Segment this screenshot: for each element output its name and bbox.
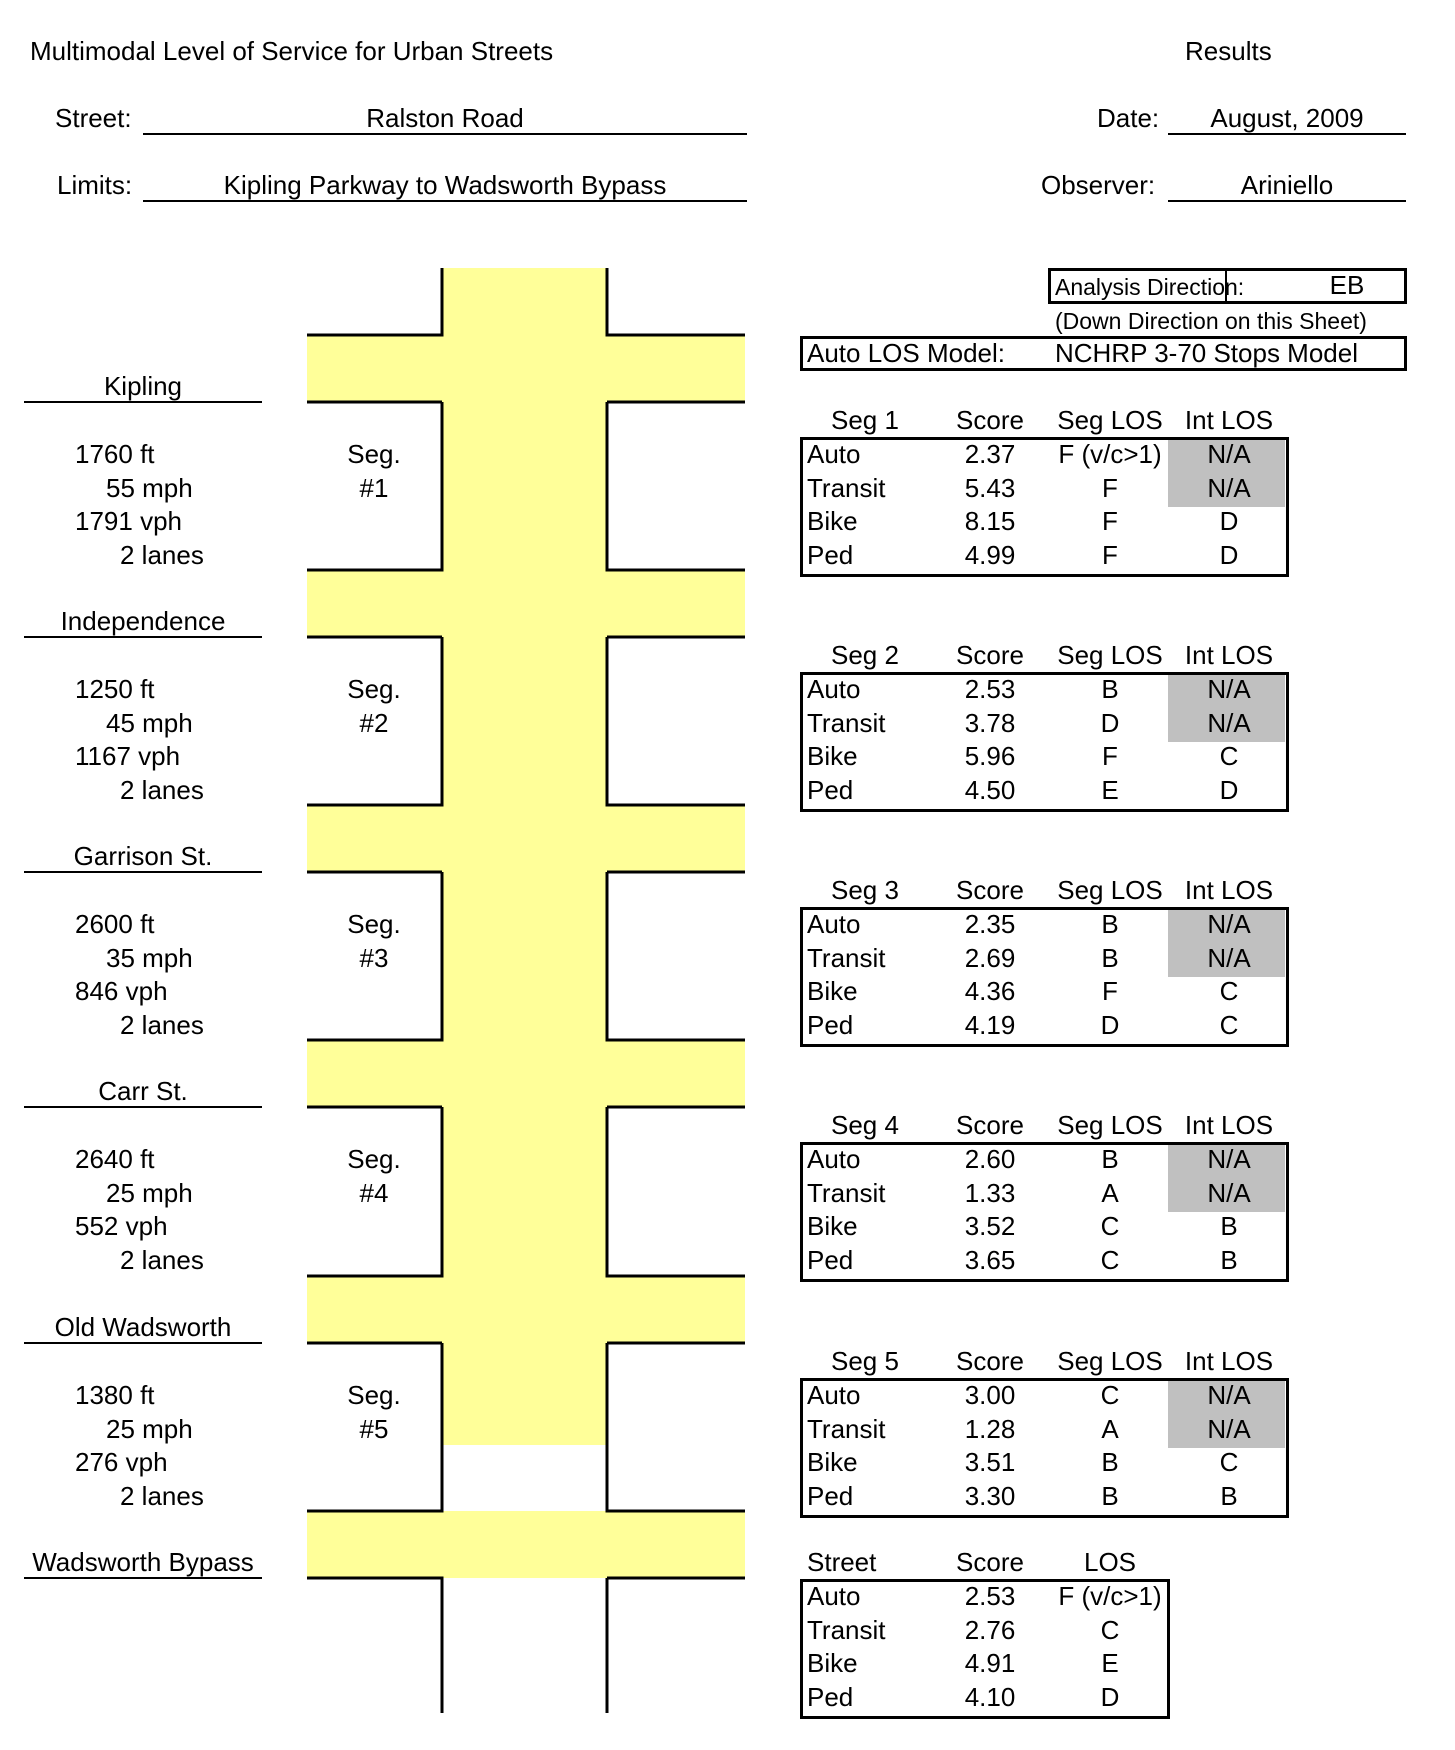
seg-table-mode: Ped (807, 1480, 854, 1511)
intersection-underline (24, 636, 262, 638)
seg-table-intlos: B (1220, 1480, 1238, 1511)
seg-table-intlos: D (1219, 774, 1239, 805)
street-summary-los: E (1101, 1648, 1119, 1678)
cross-street-3 (307, 1040, 745, 1107)
seg-table-mode: Transit (807, 707, 886, 738)
seg-table-seglos: B (1101, 1144, 1119, 1174)
seg-table-score: 3.30 (964, 1480, 1016, 1511)
seg-table-seglos-header: Seg LOS (1057, 875, 1163, 905)
intersection-underline (24, 1342, 262, 1344)
segment-speed: 55 mph (106, 473, 193, 503)
page-title: Multimodal Level of Service for Urban Streets (30, 36, 554, 66)
seg-table-score: 1.33 (964, 1177, 1016, 1208)
seg-table-intlos-header: Int LOS (1184, 640, 1274, 670)
intersection-label: Old Wadsworth (54, 1312, 232, 1342)
seg-table-intlos: C (1219, 1009, 1239, 1040)
intersection-label: Carr St. (98, 1076, 188, 1106)
seg-table-score: 5.96 (964, 741, 1016, 771)
seg-table-intlos: N/A (1207, 674, 1251, 704)
direction-note: (Down Direction on this Sheet) (1055, 308, 1367, 334)
seg-table-score: 1.28 (964, 1413, 1016, 1444)
intersection-underline (24, 1106, 262, 1108)
segment-volume: 1167 vph (75, 741, 181, 771)
cross-street-1 (307, 570, 745, 637)
seg-table-seglos: C (1100, 1380, 1120, 1410)
seg-table-seglos: B (1101, 1480, 1119, 1511)
seg-table-mode: Auto (807, 1380, 861, 1410)
seg-table-seglos: F (1102, 472, 1118, 503)
seg-table-score: 4.19 (964, 1009, 1016, 1040)
seg-table-mode: Auto (807, 909, 861, 939)
seg-table-title: Seg 2 (831, 640, 899, 670)
curb-right-upper-3 (607, 872, 745, 1040)
seg-table-intlos: N/A (1207, 909, 1251, 939)
seg-table-intlos: N/A (1207, 1144, 1251, 1174)
street-summary-los: C (1100, 1614, 1120, 1645)
seg-table-seglos: F (v/c>1) (1058, 439, 1162, 469)
auto-los-model-value: NCHRP 3-70 Stops Model (1055, 338, 1358, 368)
seg-table-intlos-header: Int LOS (1184, 875, 1274, 905)
seg-table-intlos: C (1219, 1447, 1239, 1477)
seg-table-title: Seg 3 (831, 875, 899, 905)
seg-table-title: Seg 5 (831, 1346, 899, 1376)
seg-table-mode: Transit (807, 472, 886, 503)
seg-table-intlos: C (1219, 741, 1239, 771)
seg-table-seglos: B (1101, 674, 1119, 704)
segment-volume: 1791 vph (75, 506, 182, 536)
street-summary-mode: Bike (807, 1648, 858, 1678)
segment-label: Seg. (347, 1144, 401, 1174)
seg-table-score: 8.15 (964, 506, 1016, 536)
cross-street-5 (307, 1511, 745, 1578)
seg-table-mode: Bike (807, 976, 858, 1006)
seg-table-intlos-header: Int LOS (1184, 1110, 1274, 1140)
segment-lanes: 2 lanes (120, 775, 204, 805)
intersection-label: Garrison St. (73, 841, 213, 871)
intersection-underline (24, 401, 262, 403)
seg-table-mode: Auto (807, 439, 861, 469)
segment-label: Seg. (347, 1380, 401, 1410)
seg-table-score-header: Score (956, 640, 1024, 670)
seg-table-mode: Bike (807, 1447, 858, 1477)
seg-table-seglos: E (1101, 774, 1119, 805)
seg-table-score: 2.53 (964, 674, 1016, 704)
segment-speed: 25 mph (106, 1414, 193, 1444)
seg-table-title: Seg 1 (831, 405, 899, 435)
seg-table-seglos: C (1100, 1211, 1120, 1241)
seg-table-seglos: F (1102, 976, 1118, 1006)
seg-table-mode: Bike (807, 1211, 858, 1241)
seg-table-score: 3.78 (964, 707, 1016, 738)
segment-speed: 45 mph (106, 708, 193, 738)
seg-table-intlos: B (1220, 1244, 1238, 1275)
seg-table-intlos: N/A (1207, 1177, 1251, 1208)
seg-table-seglos: B (1101, 1447, 1119, 1477)
cross-street-2 (307, 805, 745, 872)
street-summary-score: 2.76 (964, 1614, 1016, 1645)
limits-value: Kipling Parkway to Wadsworth Bypass (143, 170, 747, 202)
segment-length: 1380 ft (75, 1380, 155, 1410)
seg-table-seglos-header: Seg LOS (1057, 640, 1163, 670)
seg-table-seglos: B (1101, 942, 1119, 973)
street-value: Ralston Road (143, 103, 747, 135)
segment-speed: 25 mph (106, 1178, 193, 1208)
seg-table-seglos-header: Seg LOS (1057, 1346, 1163, 1376)
segment-lanes: 2 lanes (120, 1010, 204, 1040)
street-summary-los-header: LOS (1083, 1547, 1137, 1577)
intersection-label: Independence (60, 606, 226, 636)
seg-table-score-header: Score (956, 1110, 1024, 1140)
curb-left-upper-0 (307, 268, 442, 335)
street-summary-score: 4.10 (964, 1681, 1016, 1712)
seg-table-intlos-header: Int LOS (1184, 1346, 1274, 1376)
segment-number: #4 (359, 1178, 389, 1208)
seg-table-score: 4.36 (964, 976, 1016, 1006)
segment-label: Seg. (347, 674, 401, 704)
curb-right-upper-0 (607, 268, 745, 335)
seg-table-score-header: Score (956, 405, 1024, 435)
seg-table-title: Seg 4 (831, 1110, 899, 1140)
segment-volume: 846 vph (75, 976, 168, 1006)
auto-los-model-label: Auto LOS Model: (807, 338, 1005, 368)
seg-table-seglos: D (1100, 1009, 1120, 1040)
segment-lanes: 2 lanes (120, 540, 204, 570)
seg-table-mode: Bike (807, 741, 858, 771)
seg-table-mode: Ped (807, 1009, 854, 1040)
seg-table-seglos: A (1101, 1177, 1119, 1208)
seg-table-seglos: F (1102, 506, 1118, 536)
segment-volume: 552 vph (75, 1211, 168, 1241)
observer-value: Ariniello (1168, 170, 1406, 202)
segment-number: #2 (359, 708, 389, 738)
seg-table-seglos: A (1101, 1413, 1119, 1444)
seg-table-mode: Auto (807, 674, 861, 704)
intersection-label: Kipling (103, 371, 183, 401)
curb-right-upper-5 (607, 1343, 745, 1511)
seg-table-seglos: F (1102, 539, 1118, 570)
seg-table-mode: Transit (807, 1413, 886, 1444)
seg-table-intlos: N/A (1207, 1380, 1251, 1410)
seg-table-score: 3.51 (964, 1447, 1016, 1477)
seg-table-score-header: Score (956, 875, 1024, 905)
segment-volume: 276 vph (75, 1447, 168, 1477)
seg-table-intlos: D (1219, 539, 1239, 570)
seg-table-mode: Transit (807, 1177, 886, 1208)
cross-street-0 (307, 335, 745, 402)
seg-table-intlos: N/A (1207, 439, 1251, 469)
curb-right-upper-4 (607, 1107, 745, 1276)
street-label: Street: (55, 103, 132, 133)
street-summary-mode: Transit (807, 1614, 886, 1645)
seg-table-score: 2.35 (964, 909, 1016, 939)
street-summary-title: Street (807, 1547, 877, 1577)
curb-left-lower-5 (307, 1578, 442, 1713)
segment-label: Seg. (347, 909, 401, 939)
street-summary-score-header: Score (956, 1547, 1024, 1577)
cross-street-4 (307, 1276, 745, 1343)
intersection-label: Wadsworth Bypass (32, 1547, 254, 1577)
seg-table-seglos: C (1100, 1244, 1120, 1275)
segment-length: 1250 ft (75, 674, 155, 704)
street-summary-los: D (1100, 1681, 1120, 1712)
segment-length: 2640 ft (75, 1144, 155, 1174)
street-summary-los: F (v/c>1) (1058, 1581, 1162, 1611)
curb-right-upper-2 (607, 637, 745, 805)
seg-table-score: 3.52 (964, 1211, 1016, 1241)
seg-table-mode: Ped (807, 539, 854, 570)
seg-table-intlos: N/A (1207, 472, 1251, 503)
street-summary-score: 2.53 (964, 1581, 1016, 1611)
intersection-underline (24, 1577, 262, 1579)
segment-number: #5 (359, 1414, 389, 1444)
seg-table-intlos: B (1220, 1211, 1238, 1241)
seg-table-intlos: C (1219, 976, 1239, 1006)
seg-table-score: 3.65 (964, 1244, 1016, 1275)
seg-table-score: 3.00 (964, 1380, 1016, 1410)
seg-table-seglos: F (1102, 741, 1118, 771)
analysis-direction-label: Analysis Direction: (1055, 274, 1245, 300)
seg-table-score: 4.99 (964, 539, 1016, 570)
seg-table-mode: Ped (807, 1244, 854, 1275)
seg-table-seglos: D (1100, 707, 1120, 738)
seg-table-intlos: D (1219, 506, 1239, 536)
seg-table-score: 5.43 (964, 472, 1016, 503)
seg-table-mode: Transit (807, 942, 886, 973)
street-summary-score: 4.91 (964, 1648, 1016, 1678)
seg-table-seglos-header: Seg LOS (1057, 405, 1163, 435)
seg-table-score: 2.37 (964, 439, 1016, 469)
seg-table-intlos: N/A (1207, 942, 1251, 973)
seg-table-score: 4.50 (964, 774, 1016, 805)
segment-length: 1760 ft (75, 439, 155, 469)
seg-table-seglos: B (1101, 909, 1119, 939)
date-label: Date: (1097, 103, 1160, 133)
segment-lanes: 2 lanes (120, 1245, 204, 1275)
seg-table-mode: Auto (807, 1144, 861, 1174)
date-value: August, 2009 (1168, 103, 1406, 135)
limits-label: Limits: (57, 170, 133, 200)
segment-speed: 35 mph (106, 943, 193, 973)
street-summary-mode: Auto (807, 1581, 861, 1611)
seg-table-score: 2.60 (964, 1144, 1016, 1174)
seg-table-intlos: N/A (1207, 1413, 1251, 1444)
analysis-direction-value: EB (1329, 270, 1365, 300)
intersection-underline (24, 871, 262, 873)
segment-length: 2600 ft (75, 909, 155, 939)
seg-table-mode: Ped (807, 774, 854, 805)
segment-label: Seg. (347, 439, 401, 469)
curb-right-upper-1 (607, 402, 745, 570)
seg-table-score-header: Score (956, 1346, 1024, 1376)
segment-number: #1 (359, 473, 389, 503)
street-summary-mode: Ped (807, 1681, 854, 1712)
segment-lanes: 2 lanes (120, 1481, 204, 1511)
seg-table-intlos: N/A (1207, 707, 1251, 738)
observer-label: Observer: (1041, 170, 1156, 200)
results-label: Results (1185, 36, 1272, 66)
segment-number: #3 (359, 943, 389, 973)
seg-table-score: 2.69 (964, 942, 1016, 973)
seg-table-intlos-header: Int LOS (1184, 405, 1274, 435)
seg-table-mode: Bike (807, 506, 858, 536)
seg-table-seglos-header: Seg LOS (1057, 1110, 1163, 1140)
